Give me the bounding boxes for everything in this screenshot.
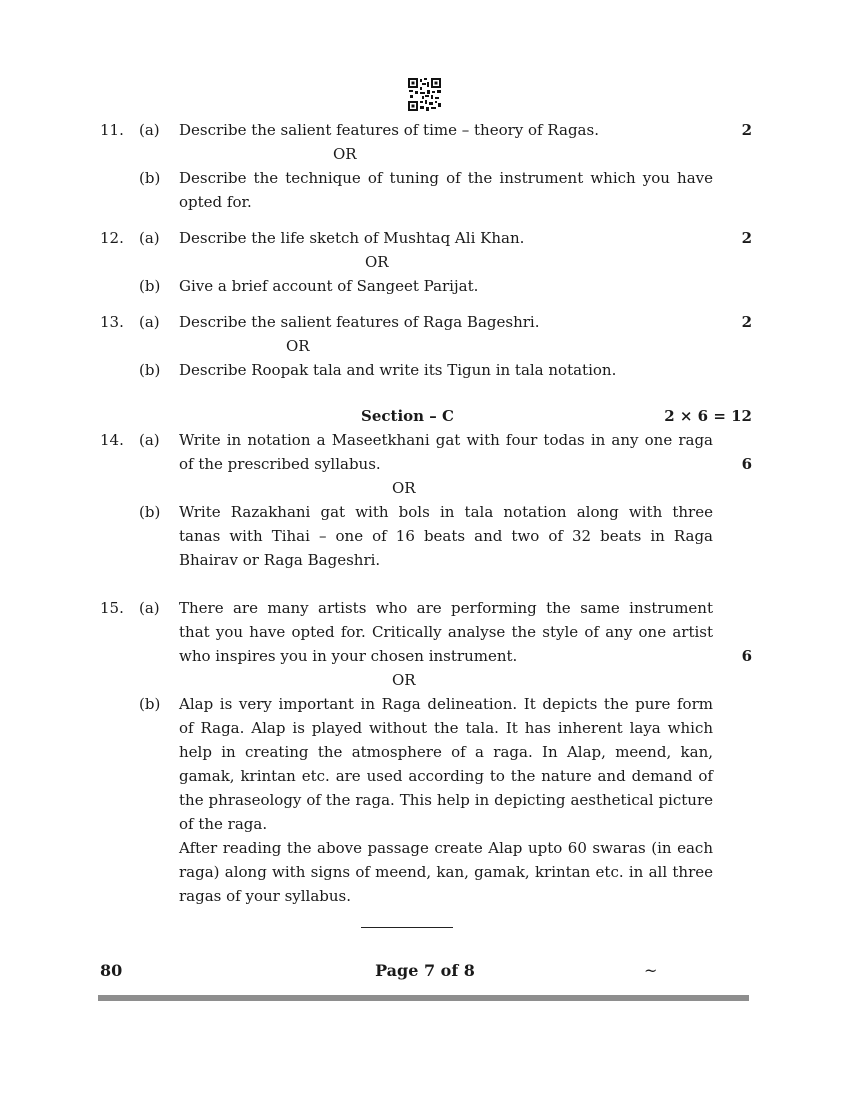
or-divider: OR bbox=[392, 479, 416, 497]
page-number: Page 7 of 8 bbox=[375, 961, 475, 980]
paper-code: 80 bbox=[100, 961, 123, 980]
part-label: (a) bbox=[139, 599, 160, 617]
question-number: 12. bbox=[100, 229, 124, 247]
part-label: (a) bbox=[139, 431, 160, 449]
question-number: 11. bbox=[100, 121, 124, 139]
question-text bbox=[179, 596, 713, 668]
footer-bar bbox=[98, 995, 749, 1001]
question-mark: 2 bbox=[741, 229, 752, 247]
part-label: (b) bbox=[139, 277, 161, 295]
text-line: Bhairav or Raga Bageshri. bbox=[179, 551, 381, 569]
text-line: Write Razakhani gat with bols in tala notation along with three bbox=[179, 503, 713, 521]
or-divider: OR bbox=[286, 337, 310, 355]
question-text bbox=[179, 428, 713, 476]
question-text: Describe Roopak tala and write its Tigun in tala notation. bbox=[179, 361, 617, 379]
text-line: Alap is very important in Raga delineation. It depicts the pure form bbox=[179, 695, 713, 713]
text-line: After reading the above passage create Alap upto 60 swaras (in each bbox=[179, 839, 713, 857]
question-mark: 2 bbox=[741, 313, 752, 331]
part-label: (b) bbox=[139, 169, 161, 187]
part-label: (a) bbox=[139, 229, 160, 247]
text-line: Describe the technique of tuning of the instrument which you have bbox=[179, 169, 713, 187]
text-line: gamak, krintan etc. are used according to the nature and demand of bbox=[179, 767, 713, 785]
end-divider bbox=[361, 927, 453, 928]
question-text: Describe the life sketch of Mushtaq Ali Khan. bbox=[179, 229, 525, 247]
part-label: (b) bbox=[139, 503, 161, 521]
text-line: of Raga. Alap is played without the tala. It has inherent laya which bbox=[179, 719, 713, 737]
question-mark: 6 bbox=[741, 455, 752, 473]
question-number: 15. bbox=[100, 599, 124, 617]
text-line: ragas of your syllabus. bbox=[179, 887, 352, 905]
footer-tilde: ~ bbox=[644, 961, 658, 980]
text-line: of the raga. bbox=[179, 815, 268, 833]
question-mark: 2 bbox=[741, 121, 752, 139]
text-line: tanas with Tihai – one of 16 beats and two of 32 beats in Raga bbox=[179, 527, 713, 545]
question-text: Describe the salient features of Raga Bageshri. bbox=[179, 313, 540, 331]
text-line: the phraseology of the raga. This help in depicting aesthetical picture bbox=[179, 791, 713, 809]
text-line: Write in notation a Maseetkhani gat with four todas in any one raga bbox=[179, 431, 713, 449]
part-label: (b) bbox=[139, 361, 161, 379]
question-number: 14. bbox=[100, 431, 124, 449]
text-line: raga) along with signs of meend, kan, gamak, krintan etc. in all three bbox=[179, 863, 713, 881]
text-line: who inspires you in your chosen instrument. bbox=[179, 647, 518, 665]
section-title: Section – C bbox=[361, 407, 454, 425]
qr-code-icon bbox=[408, 78, 441, 111]
question-text: Give a brief account of Sangeet Parijat. bbox=[179, 277, 479, 295]
text-line: that you have opted for. Critically analyse the style of any one artist bbox=[179, 623, 713, 641]
question-mark: 6 bbox=[741, 647, 752, 665]
question-number: 13. bbox=[100, 313, 124, 331]
question-text bbox=[179, 166, 713, 214]
text-line: help in creating the atmosphere of a raga. In Alap, meend, kan, bbox=[179, 743, 713, 761]
text-line: opted for. bbox=[179, 193, 252, 211]
question-text bbox=[179, 692, 713, 908]
text-line: There are many artists who are performing the same instrument bbox=[179, 599, 713, 617]
or-divider: OR bbox=[333, 145, 357, 163]
part-label: (a) bbox=[139, 313, 160, 331]
question-text: Describe the salient features of time – theory of Ragas. bbox=[179, 121, 599, 139]
part-label: (b) bbox=[139, 695, 161, 713]
or-divider: OR bbox=[392, 671, 416, 689]
text-line: of the prescribed syllabus. bbox=[179, 455, 381, 473]
or-divider: OR bbox=[365, 253, 389, 271]
section-marks: 2 × 6 = 12 bbox=[664, 407, 752, 425]
part-label: (a) bbox=[139, 121, 160, 139]
question-text bbox=[179, 500, 713, 572]
